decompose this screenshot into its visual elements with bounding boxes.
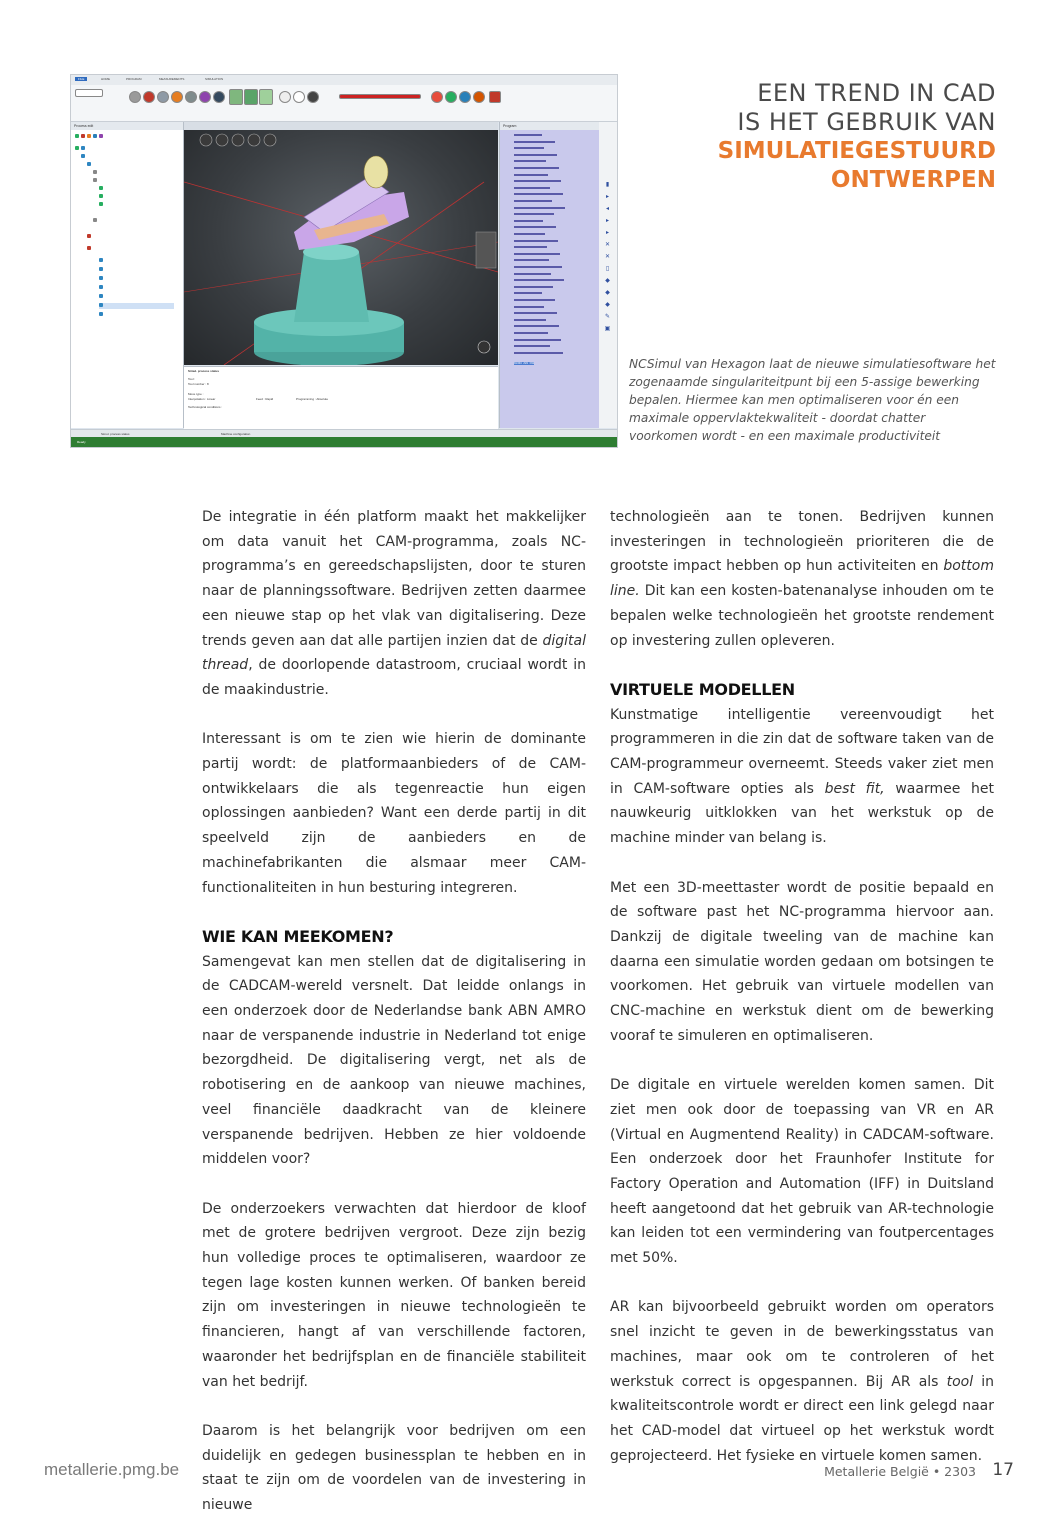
tree-node xyxy=(93,218,99,224)
tree-node xyxy=(75,146,87,152)
tab-program: PROGRAM xyxy=(126,77,142,81)
program-line-bar xyxy=(514,286,553,288)
view-icon xyxy=(244,89,258,105)
program-line-bar xyxy=(514,325,559,327)
save-icon: ▣ xyxy=(604,326,611,332)
program-line-bar xyxy=(514,292,542,294)
paragraph: Interessant is om te zien wie hierin de dominante partij wordt: de platformaanbieders of de CAM-ontwikkelaars die als tegenreactie hun eigen oplossingen aanbieden? Want een derde partij in dit speelveld zijn de aanbieders en de machinefabrikanten die alsmaar meer CAM-functionaliteiten in hun besturing integreren. xyxy=(202,731,586,896)
tool-icon xyxy=(157,91,169,103)
step-icon: ▸ xyxy=(605,230,609,236)
program-line-bar xyxy=(514,213,554,215)
tool-icon xyxy=(473,91,485,103)
tool-icon xyxy=(213,91,225,103)
tool-icon xyxy=(171,91,183,103)
tree-node xyxy=(93,170,99,176)
status-item: Machine configuration xyxy=(221,432,251,436)
ribbon-toolbar xyxy=(71,85,617,122)
software-screenshot xyxy=(70,74,618,448)
paragraph: AR kan bijvoorbeeld gebruikt worden om operators snel inzicht te geven in de bewerkingsstatus van machines, maar ook om te controleren of het werkstuk correct is opgespannen. Bij AR als tool in kwaliteitscontrole wordt er direct een link gelegd naar het CAD-model dat virtueel op het werkstuk wordt geprojecteerd. Het fysieke en virtuele komen samen. xyxy=(610,1299,994,1464)
program-line-bar xyxy=(514,147,544,149)
panel-title: Simul. process status xyxy=(188,369,220,373)
taskbar-ready: Ready xyxy=(77,440,86,444)
program-line-bar xyxy=(514,134,542,136)
view-icon xyxy=(229,89,243,105)
headline-line: EEN TREND IN CAD xyxy=(757,79,996,107)
article-column-right xyxy=(610,505,994,1468)
panel-title: Program xyxy=(500,122,600,130)
paragraph: De integratie in één platform maakt het makkelijker om data vanuit het CAM-programma, zoals NC-programma’s en gereedschapslijsten, door te sturen naar de planningssoftware. Bedrijven zetten daarmee een nieuwe stap op het vlak van digitalisering. Deze trends geven aan dat alle partijen inzien dat de digital thread, de doorlopende datastroom, cruciaal wordt in de maakindustrie. xyxy=(202,509,586,698)
tree-node xyxy=(99,312,105,318)
tool-icon: ◆ xyxy=(605,278,610,284)
edit-icon: ✎ xyxy=(604,314,611,320)
program-line-bar xyxy=(514,279,564,281)
3d-viewport xyxy=(184,122,498,365)
sim-programming: Programming : Absolute xyxy=(296,397,329,401)
program-panel xyxy=(499,122,600,428)
program-line-bar xyxy=(514,200,552,202)
sim-interpolation: Interpolation : Linear xyxy=(188,397,216,401)
panel-title: Process edit xyxy=(71,122,183,130)
machine-model-image xyxy=(184,122,498,365)
headline-line: IS HET GEBRUIK VAN xyxy=(737,108,996,136)
record-icon xyxy=(307,91,319,103)
skip-icon: ▮ xyxy=(605,182,610,188)
tab-home: HOME xyxy=(101,77,110,81)
program-line-bar xyxy=(514,306,544,308)
tree-node xyxy=(87,234,93,240)
sim-tool-number: Tool number : 8 xyxy=(188,382,209,386)
paragraph: Met een 3D-meettaster wordt de positie bepaald en de software past het NC-programma hiervoor aan. Dankzij de digitale tweeling van de machine kan daarna een simulatie worden gedaan om botsingen te voorkomen. Het gebruik van virtuele modellen van CNC-machine en werkstuk dient om de bewerking vooraf te simuleren en optimaliseren. xyxy=(610,879,994,1044)
program-line-bar xyxy=(514,160,546,162)
headline-accent-line: SIMULATIEGESTUURD xyxy=(717,138,996,164)
program-current-line: N1360 Z20 F60 xyxy=(514,362,535,365)
tree-toolbar xyxy=(75,134,105,140)
paragraph: De digitale en virtuele werelden komen samen. Dit ziet men ook door de toepassing van VR en AR (Virtual en Augmentend Reality) in CADCAM-software. Een onderzoek door het Fraunhofer Institute for Factory Operation and Automation (IFF) in Duitsland heeft aangetoond dat het gebruik van AR-technologie kan leiden tot een vermindering van foutpercentages met 50%. xyxy=(610,1077,994,1267)
tree-node-selected xyxy=(99,303,174,309)
article-column-left xyxy=(202,505,586,1518)
program-line-bar xyxy=(514,273,551,275)
program-line-bar xyxy=(514,259,549,261)
tree-node xyxy=(99,276,105,282)
paragraph: De onderzoekers verwachten dat hierdoor de kloof met de grotere bedrijven vergroot. Deze zijn bezig hun volledige proces te optimaliseren, waardoor ze tegen lage kosten kunnen werken. Of banken bereid zijn om investeringen in nieuwe technologieën te financieren, hangt af van verschillende factoren, waaronder het bedrijfsplan en de financiële stabiliteit van het bedrijf. xyxy=(202,1200,586,1390)
program-line-bar xyxy=(514,312,557,314)
section-heading: VIRTUELE MODELLEN xyxy=(610,679,795,699)
back-icon: ◂ xyxy=(605,206,609,212)
program-line-bar xyxy=(514,167,559,169)
program-line-bar xyxy=(514,253,560,255)
clipboard-icon: ▯ xyxy=(605,266,610,272)
footer-magazine-issue: Metallerie België • 2303 xyxy=(824,1464,976,1479)
program-line-bar xyxy=(514,233,545,235)
sim-feed: Feed : Rapid xyxy=(256,397,274,401)
program-line-bar xyxy=(514,332,548,334)
footer-website-link[interactable]: metallerie.pmg.be xyxy=(44,1460,180,1479)
skip-icon: ▸ xyxy=(605,194,609,200)
tree-node xyxy=(99,294,105,300)
tool-icon: ◆ xyxy=(605,290,610,296)
tool-icon xyxy=(199,91,211,103)
program-line-bar xyxy=(514,174,548,176)
program-line-bar xyxy=(514,319,546,321)
program-line-bar xyxy=(514,226,556,228)
program-line-bar xyxy=(514,246,547,248)
tree-node xyxy=(99,194,105,200)
program-line-bar xyxy=(514,266,562,268)
program-line-bar xyxy=(514,207,565,209)
tab-measurements: MEASUREMENTS xyxy=(159,77,185,81)
figure-caption: NCSimul van Hexagon laat de nieuwe simulatiesoftware het zogenaamde singulariteitpunt bij een 5-assige bewerking bepalen. Hiermee kan men optimaliseren voor én een maximale oppervlaktekwaliteit - doordat chatter voorkomen wordt - en een maximale productiviteit xyxy=(629,357,996,443)
program-line-bar xyxy=(514,187,550,189)
program-line-bar xyxy=(514,339,561,341)
tree-node xyxy=(87,162,93,168)
program-line-bar xyxy=(514,345,550,347)
sim-tech-conditions: Technological conditions : xyxy=(188,405,223,409)
emphasis: best fit, xyxy=(824,780,885,797)
headline-accent-line: ONTWERPEN xyxy=(830,167,996,193)
tab-simulation: SIMULATION xyxy=(205,77,224,81)
close-icon: ✕ xyxy=(604,254,611,260)
tree-node xyxy=(81,154,87,160)
tree-node xyxy=(99,267,105,273)
record-icon xyxy=(279,91,291,103)
emphasis: digital thread xyxy=(202,632,586,674)
tool-icon xyxy=(185,91,197,103)
view-icon xyxy=(259,89,273,105)
sim-move-type: Move type : xyxy=(188,392,204,396)
close-icon: ✕ xyxy=(604,242,611,248)
program-line-bar xyxy=(514,154,557,156)
process-edit-panel xyxy=(71,122,184,428)
exit-icon xyxy=(489,91,501,103)
play-icon: ▸ xyxy=(605,218,609,224)
side-toolbar xyxy=(599,122,617,428)
tree-node xyxy=(99,258,105,264)
tool-icon xyxy=(129,91,141,103)
program-line-bar xyxy=(514,141,555,143)
program-line-bar xyxy=(514,193,563,195)
dropdown-icon xyxy=(75,89,103,97)
paragraph: Samengevat kan men stellen dat de digitalisering in de CADCAM-wereld versnelt. Dat leidde onlangs in een onderzoek door de Nederlandse bank ABN AMRO naar de verspanende industrie in Nederland tot enige bezorgdheid. De digitalisering vergt, net als de robotisering en de aankoop van nieuwe machines, veel financiële daadkracht van de kleinere verspanende bedrijven. Hebben ze hier voldoende middelen voor? xyxy=(202,953,586,1168)
tree-node xyxy=(93,178,99,184)
tab-file: FILE xyxy=(75,77,87,81)
section-heading: WIE KAN MEEKOMEN? xyxy=(202,926,394,946)
tree-node xyxy=(99,202,105,208)
program-line-bar xyxy=(514,352,563,354)
speed-slider-icon xyxy=(339,94,421,99)
simul-process-status-panel xyxy=(184,366,498,429)
page-number: 17 xyxy=(992,1460,1014,1480)
tool-icon xyxy=(459,91,471,103)
paragraph: technologieën aan te tonen. Bedrijven kunnen investeringen in technologieën prioriteren die de grootste impact hebben op hun activiteiten en bottom line. Dit kan een kosten-batenanalyse inhouden om te bepalen welke technologieën het grootste rendement op investering zullen opleveren. xyxy=(610,509,994,649)
tree-node xyxy=(87,246,93,252)
program-line-bar xyxy=(514,240,558,242)
tool-icon: ◆ xyxy=(605,302,610,308)
stop-icon xyxy=(143,91,155,103)
status-item: Simul. process status xyxy=(101,432,130,436)
taskbar xyxy=(71,437,617,447)
record-icon xyxy=(293,91,305,103)
tree-node xyxy=(99,186,105,192)
paragraph: Daarom is het belangrijk voor bedrijven om een duidelijk en gedegen businessplan te hebben en in staat te zijn om de voordelen van de investering in nieuwe xyxy=(202,1422,586,1514)
emphasis: bottom line. xyxy=(610,558,994,600)
tool-icon xyxy=(445,91,457,103)
emphasis: tool xyxy=(946,1373,974,1390)
headline xyxy=(718,79,996,195)
paragraph: Kunstmatige intelligentie vereenvoudigt het programmeren in die zin dat de software taken van de CAM-programmeur overneemt. Steeds vaker ziet men in CAM-software opties als best fit, waarmee het nauwkeurig uitklokken van het werkstuk op de machine minder van belang is. xyxy=(610,706,994,847)
sim-tool-label: Tool : xyxy=(188,377,196,381)
program-line-bar xyxy=(514,299,555,301)
program-line-bar xyxy=(514,180,561,182)
program-line-bar xyxy=(514,220,543,222)
tool-icon xyxy=(431,91,443,103)
tree-node xyxy=(99,285,105,291)
